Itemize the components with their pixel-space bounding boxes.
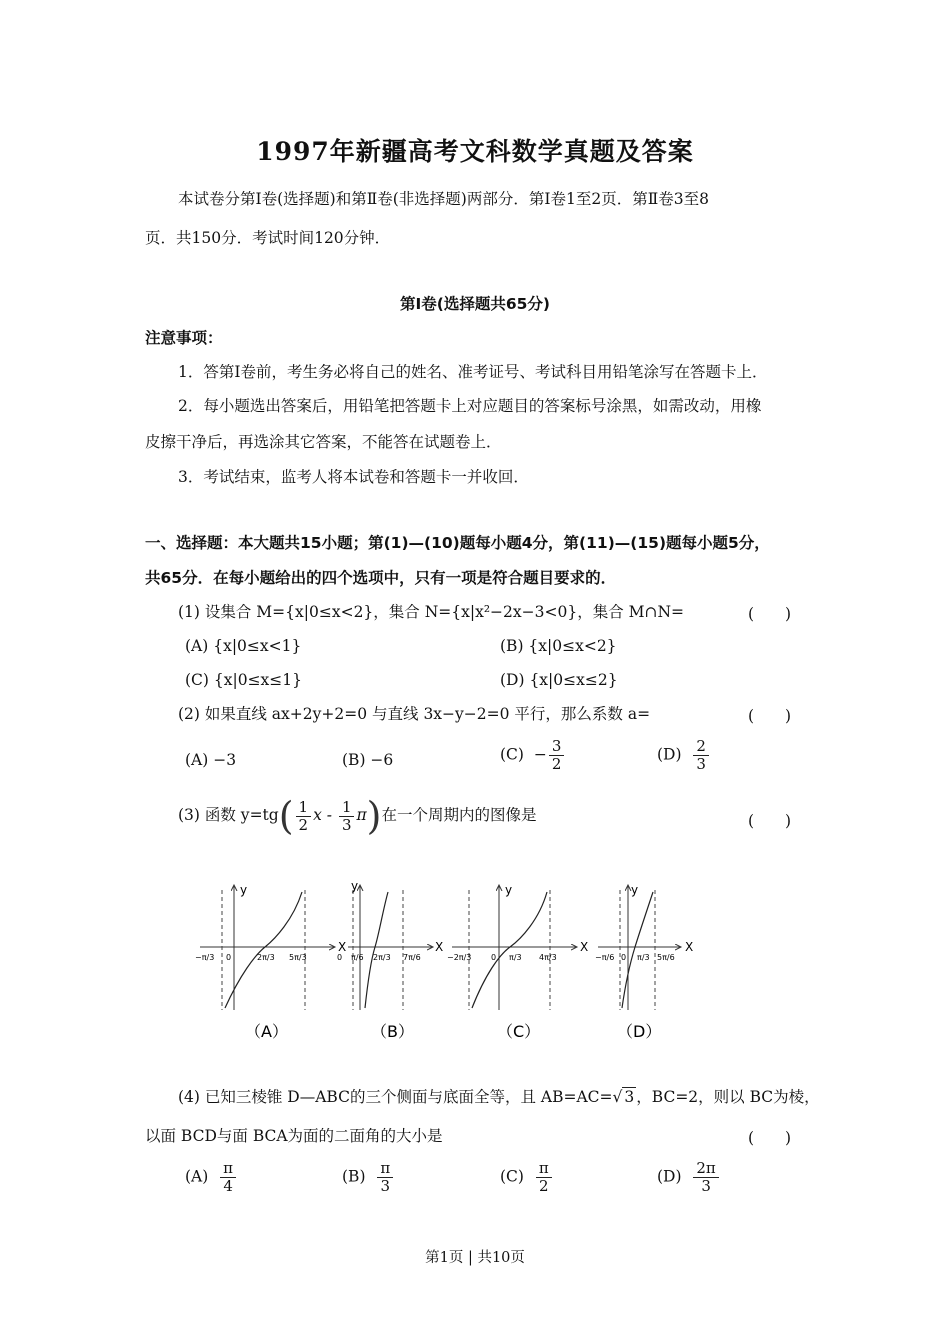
q1-option-b: (B) {x|0≤x<2} bbox=[500, 637, 617, 655]
graph-a-tick-2: 0 bbox=[226, 953, 232, 962]
q4-option-c: (C) $\frac{\pi}{2}$ bbox=[500, 1160, 554, 1195]
graph-c-tick-3: π/3 bbox=[509, 953, 522, 962]
q1-answer-paren: ( ) bbox=[748, 605, 792, 623]
graph-a-ylabel: y bbox=[240, 883, 248, 897]
q1-option-a: (A) {x|0≤x<1} bbox=[185, 637, 302, 655]
q3-stem: (3) 函数 y=tg( $\frac{1}{2}$ x - $\frac{1}{3}$ π)在一个周期内的图像是 bbox=[178, 794, 537, 838]
graph-c-caption: （C） bbox=[497, 1022, 541, 1041]
q1-option-c: (C) {x|0≤x≤1} bbox=[185, 671, 303, 689]
graph-d-caption: （D） bbox=[617, 1022, 662, 1041]
q2-option-a: (A) −3 bbox=[185, 751, 237, 769]
graph-d-tick-4: 5π/6 bbox=[657, 953, 675, 962]
q4-answer-paren: ( ) bbox=[748, 1129, 792, 1147]
graph-c-tick-2: 0 bbox=[491, 953, 497, 962]
section-heading-line-1: 一、选择题：本大题共15小题；第(1)—(10)题每小题4分，第(11)—(15)题每小题5分， bbox=[145, 534, 770, 552]
note-2a: 2．每小题选出答案后，用铅笔把答题卡上对应题目的答案标号涂黑，如需改动，用橡 bbox=[178, 397, 762, 415]
graph-d-tick-3: π/3 bbox=[637, 953, 650, 962]
q1-option-d: (D) {x|0≤x≤2} bbox=[500, 671, 618, 689]
notes-heading: 注意事项： bbox=[145, 329, 223, 347]
graph-c bbox=[447, 883, 588, 1041]
graph-a-tick-3: 2π/3 bbox=[257, 953, 275, 962]
q4-option-d: (D) $\frac{2\pi}{3}$ bbox=[657, 1160, 721, 1195]
graph-d-tick-2: 0 bbox=[621, 953, 627, 962]
page-title: 1997年新疆高考文科数学真题及答案 bbox=[256, 137, 694, 166]
q2-option-d: (D) $\frac{2}{3}$ bbox=[657, 738, 711, 773]
q4-stem-line-2: 以面 BCD与面 BCA为面的二面角的大小是 bbox=[145, 1127, 443, 1145]
graph-a-caption: （A） bbox=[245, 1022, 288, 1041]
q3-answer-paren: ( ) bbox=[748, 812, 792, 830]
graph-b bbox=[337, 880, 443, 1041]
graph-a-tick-4: 5π/3 bbox=[289, 953, 307, 962]
note-1: 1．答第Ⅰ卷前，考生务必将自己的姓名、准考证号、考试科目用铅笔涂写在答题卡上． bbox=[178, 363, 768, 381]
q2-option-c: (C) − $\frac{3}{2}$ bbox=[500, 738, 566, 773]
graph-d bbox=[595, 883, 693, 1041]
note-2b: 皮擦干净后，再选涂其它答案，不能答在试题卷上． bbox=[145, 433, 502, 451]
graph-a-xlabel: X bbox=[338, 940, 347, 954]
graph-b-caption: （B） bbox=[371, 1022, 414, 1041]
q4-option-a: (A) $\frac{\pi}{4}$ bbox=[185, 1160, 238, 1195]
graph-c-ylabel: y bbox=[505, 883, 513, 897]
graph-a-tick-1: −π/3 bbox=[195, 953, 215, 962]
intro-line-1: 本试卷分第Ⅰ卷(选择题)和第Ⅱ卷(非选择题)两部分．第Ⅰ卷1至2页．第Ⅱ卷3至8 bbox=[178, 190, 709, 208]
graph-d-tick-1: −π/6 bbox=[595, 953, 615, 962]
note-3: 3．考试结束，监考人将本试卷和答题卡一并收回． bbox=[178, 468, 529, 486]
graph-b-xlabel: X bbox=[435, 940, 444, 954]
part-heading: 第Ⅰ卷(选择题共65分) bbox=[399, 295, 550, 313]
graph-d-xlabel: X bbox=[685, 940, 694, 954]
graph-b-tick-3: 2π/3 bbox=[373, 953, 391, 962]
section-heading-line-2: 共65分．在每小题给出的四个选项中，只有一项是符合题目要求的． bbox=[145, 569, 617, 587]
graph-c-xlabel: X bbox=[580, 940, 589, 954]
intro-line-2: 页．共150分．考试时间120分钟． bbox=[145, 229, 391, 247]
graph-a bbox=[195, 883, 346, 1041]
graph-b-tick-2: π/6 bbox=[351, 953, 364, 962]
page-footer: 第1页 | 共10页 bbox=[425, 1250, 525, 1266]
graph-d-ylabel: y bbox=[631, 883, 639, 897]
graph-b-ylabel: y bbox=[351, 880, 359, 893]
q2-option-b: (B) −6 bbox=[342, 751, 394, 769]
graph-b-tick-4: 7π/6 bbox=[403, 953, 421, 962]
q4-stem-line-1: (4) 已知三棱锥 D—ABC的三个侧面与底面全等，且 AB=AC=√ 3 ，BC=2，则以 BC为棱， bbox=[178, 1088, 820, 1106]
q1-stem: (1) 设集合 M={x|0≤x<2}，集合 N={x|x²−2x−3<0}，集合 M∩N= bbox=[178, 603, 685, 621]
q3-graphs bbox=[185, 880, 705, 1045]
graph-c-tick-4: 4π/3 bbox=[539, 953, 557, 962]
graph-b-tick-1: 0 bbox=[337, 953, 343, 962]
q4-option-b: (B) $\frac{\pi}{3}$ bbox=[342, 1160, 395, 1195]
graph-c-tick-1: −2π/3 bbox=[447, 953, 472, 962]
q2-stem: (2) 如果直线 ax+2y+2=0 与直线 3x−y−2=0 平行，那么系数 a= bbox=[178, 705, 651, 723]
q2-answer-paren: ( ) bbox=[748, 707, 792, 725]
